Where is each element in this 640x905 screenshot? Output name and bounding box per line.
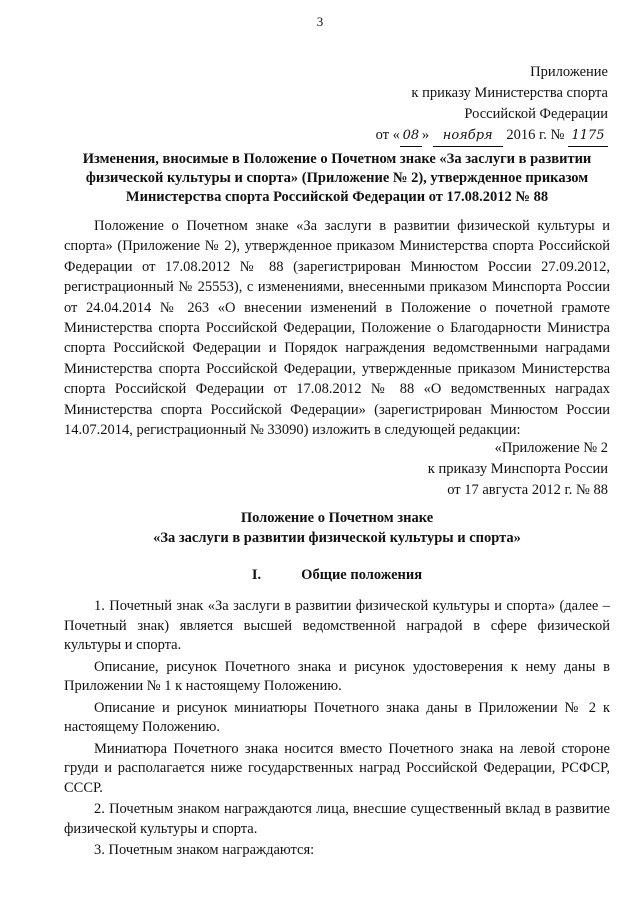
body-paragraph: Описание и рисунок миниатюры Почетного знака даны в Приложении № 2 к настоящему Положению.	[64, 699, 610, 735]
appendix-line: Приложение	[530, 64, 608, 80]
order-date-line	[376, 125, 608, 147]
section-heading	[64, 565, 610, 585]
appendix2-header	[428, 438, 608, 501]
appendix2-line: от 17 августа 2012 г. № 88	[447, 482, 608, 498]
changes-title: Изменения, вносимые в Положение о Почетном знаке «За заслуги в развитии физической культуры и спорта» (Приложение № 2), утвержденное приказом Министерства спорта Российской Федерации от 17.08.2012 № 88	[82, 151, 592, 205]
regulation-title-line: Положение о Почетном знаке	[240, 510, 434, 526]
handwritten-day: 08	[400, 125, 422, 147]
handwritten-month: ноября	[433, 125, 503, 147]
appendix-header	[376, 62, 608, 147]
section-numeral: I.	[251, 567, 262, 583]
body-paragraph: 2. Почетным знаком награждаются лица, внесшие существенный вклад в развитие физической культуры и спорта.	[64, 801, 610, 837]
date-quote: »	[421, 127, 430, 143]
body-paragraph: 1. Почетный знак «За заслуги в развитии физической культуры и спорта» (далее – Почетный знак) является высшей ведомственной наградой в сфере физической культуры и спорта.	[64, 598, 610, 653]
regulation-title	[64, 508, 610, 548]
regulation-title-line: «За заслуги в развитии физической культуры и спорта»	[153, 530, 521, 546]
body-paragraph: Описание, рисунок Почетного знака и рисунок удостоверения к нему даны в Приложении № 1 к настоящему Положению.	[64, 658, 610, 694]
body-paragraph: 3. Почетным знаком награждаются:	[94, 842, 315, 858]
body-text	[64, 597, 610, 863]
page-number: 3	[316, 14, 324, 29]
appendix-line: Российской Федерации	[464, 106, 608, 122]
date-prefix: от «	[375, 127, 400, 143]
appendix2-line: к приказу Минспорта России	[427, 461, 608, 477]
section-title: Общие положения	[301, 567, 423, 583]
appendix-line: к приказу Министерства спорта	[411, 85, 608, 101]
intro-paragraph: Положение о Почетном знаке «За заслуги в развитии физической культуры и спорта» (Приложение № 2), утвержденное приказом Министерства спорта Российской Федерации от 17.08.2012 № 88 (зарегистрирован Минюстом России 27.09.2012, регистрационный № 25553), с изменениями, внесенными приказом Минспорта России от 24.04.2014 № 263 «О внесении изменений в Положение о почетной грамоте Министерства спорта Российской Федерации, Положение о Благодарности Министра спорта Российской Федерации и Порядок награждения ведомственными наградами Министерства спорта Российской Федерации, утвержденные приказом Министерства спорта Российской Федерации от 17.08.2012 № 88 «О ведомственных наградах Министерства спорта Российской Федерации» (зарегистрирован Минюстом России 14.07.2014, регистрационный № 33090) изложить в следующей редакции:	[64, 218, 610, 439]
body-paragraph: Миниатюра Почетного знака носится вместо Почетного знака на левой стороне груди и располагается ниже государственных наград Российской Федерации, РСФСР, СССР.	[64, 740, 610, 796]
handwritten-order-number: 1175	[568, 125, 608, 147]
date-year: 2016 г. №	[506, 127, 565, 143]
appendix2-line: «Приложение № 2	[494, 440, 608, 456]
intro-paragraph-block	[64, 216, 610, 440]
